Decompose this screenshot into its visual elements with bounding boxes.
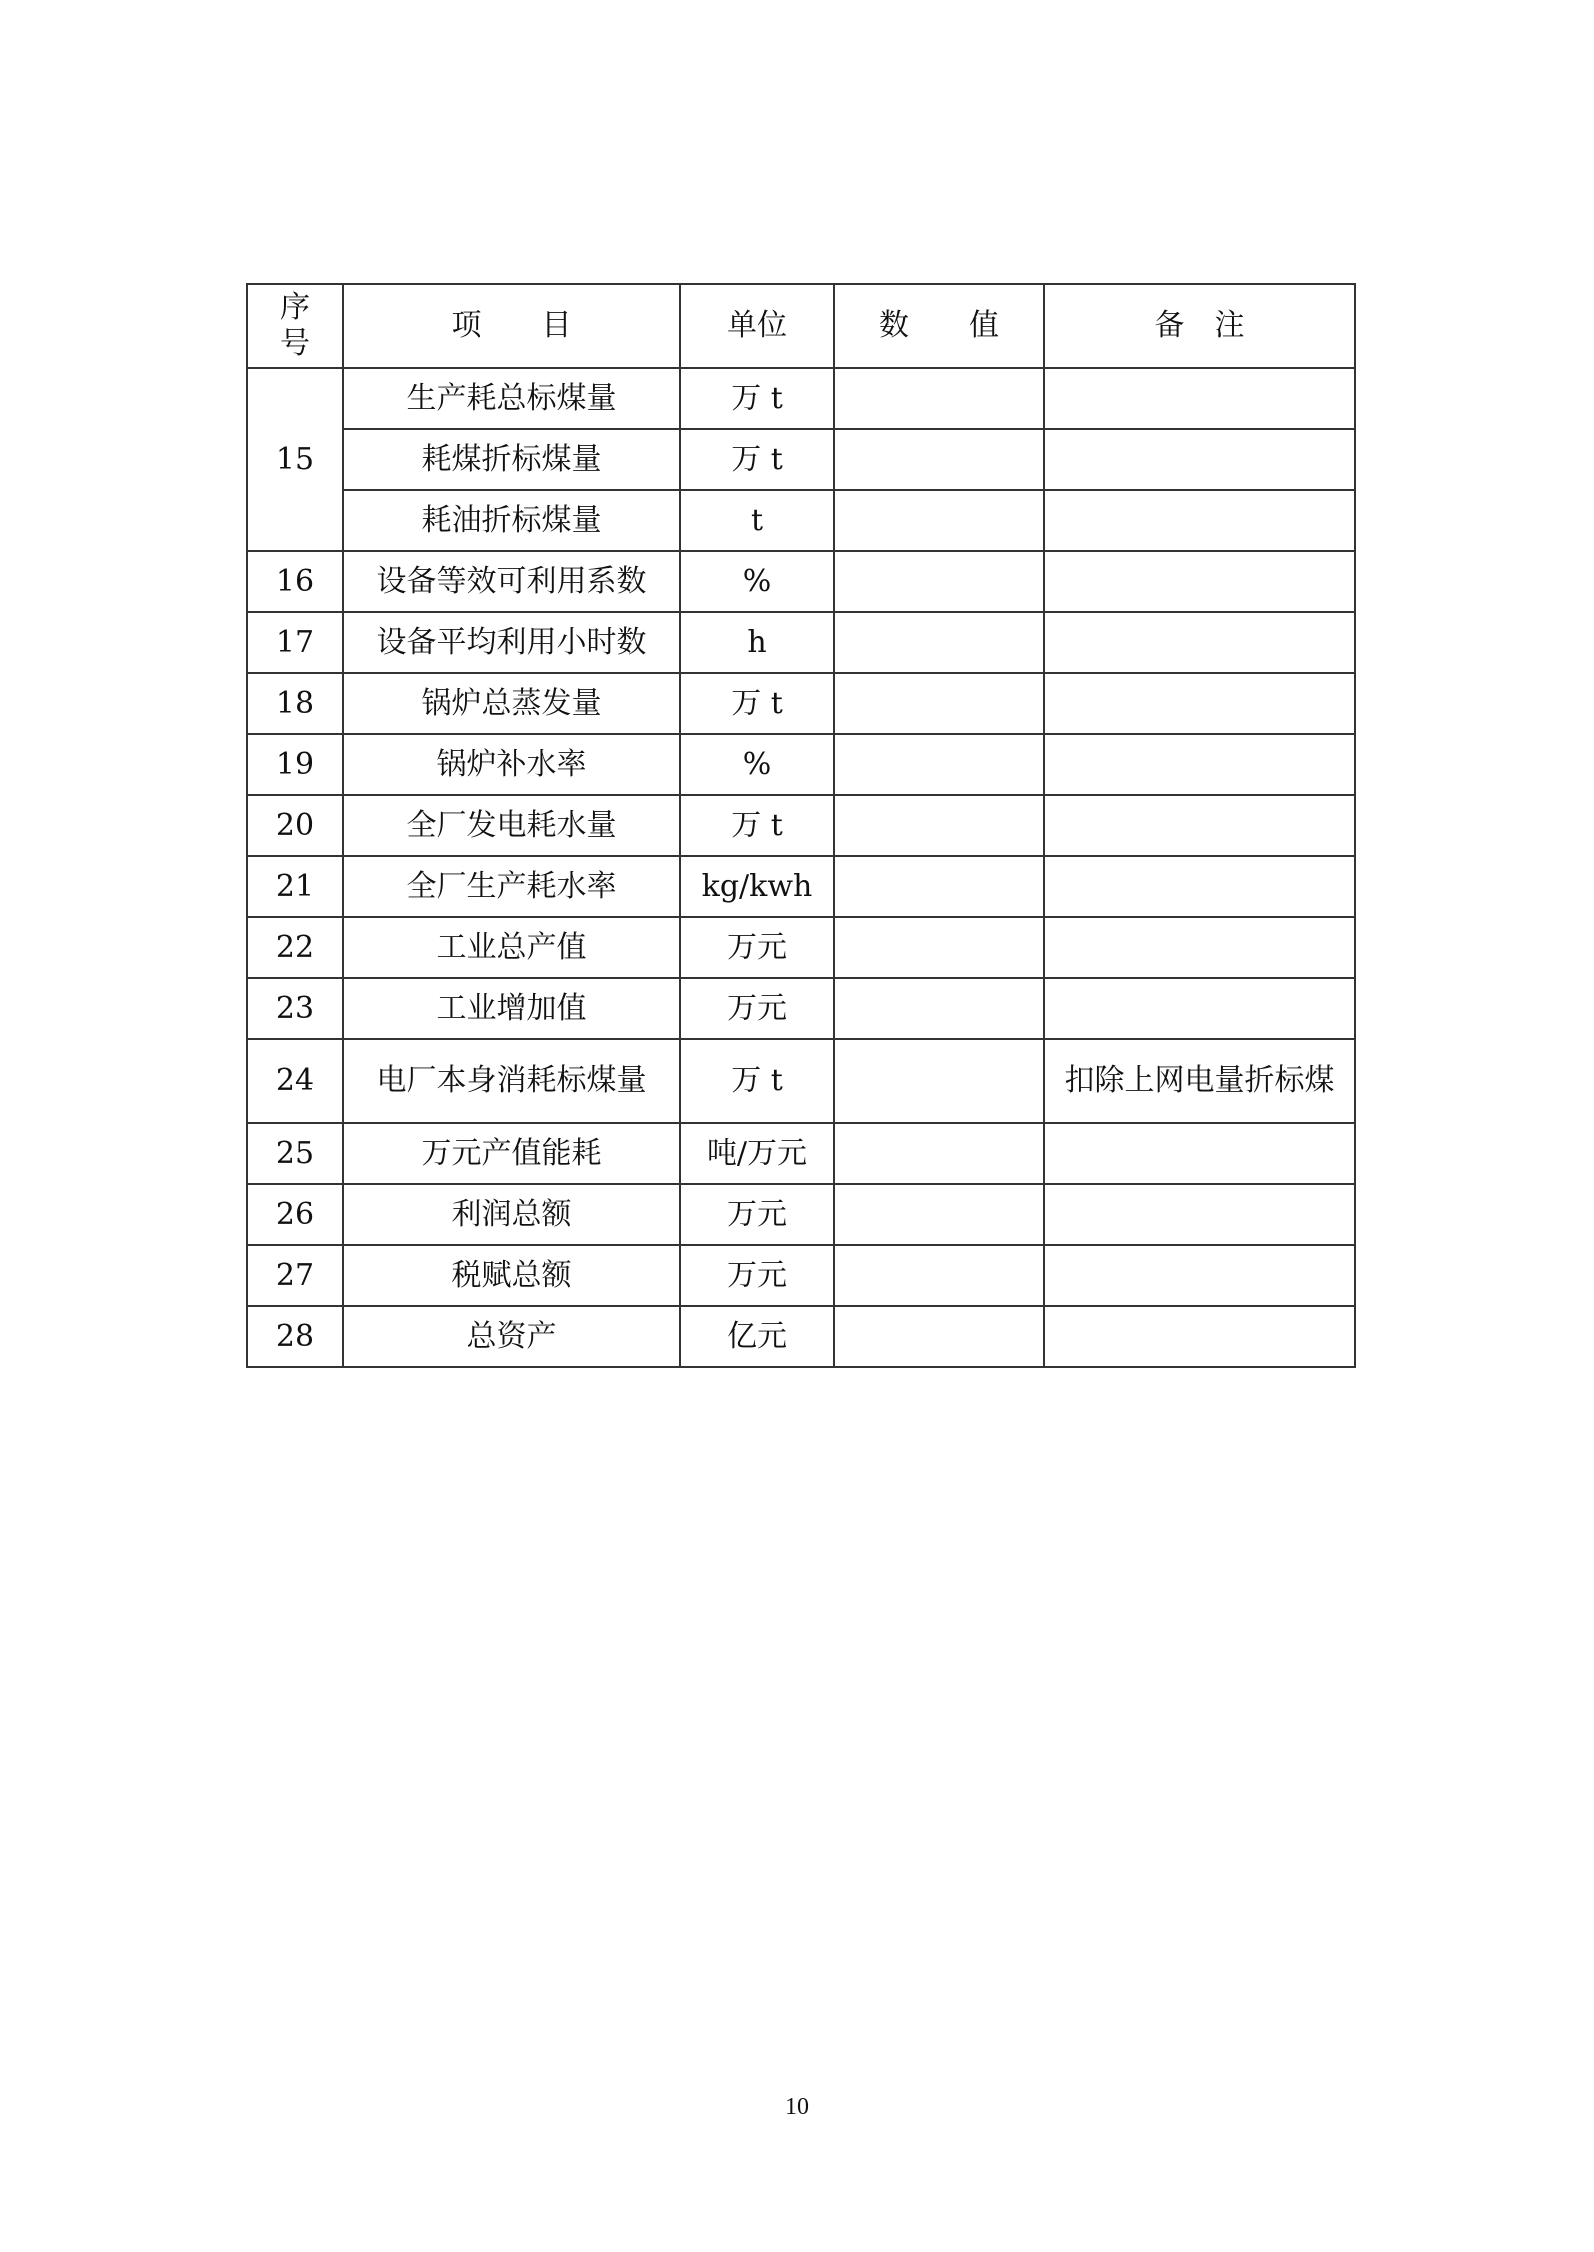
row-seq: 20 bbox=[247, 795, 343, 856]
header-value: 数 值 bbox=[834, 284, 1044, 368]
row-note bbox=[1044, 1184, 1355, 1245]
row-seq: 17 bbox=[247, 612, 343, 673]
table-row bbox=[247, 612, 1355, 673]
row-note bbox=[1044, 978, 1355, 1039]
row-seq: 19 bbox=[247, 734, 343, 795]
row-note bbox=[1044, 1245, 1355, 1306]
header-seq-line1: 序 bbox=[280, 290, 310, 325]
row-note bbox=[1044, 368, 1355, 429]
row-note bbox=[1044, 551, 1355, 612]
table-row bbox=[247, 1306, 1355, 1367]
row-seq: 25 bbox=[247, 1123, 343, 1184]
row-item: 工业总产值 bbox=[343, 917, 680, 978]
header-unit: 单位 bbox=[680, 284, 834, 368]
row-note bbox=[1044, 1123, 1355, 1184]
header-seq-line2: 号 bbox=[280, 326, 310, 361]
row-item: 设备平均利用小时数 bbox=[343, 612, 680, 673]
table-row bbox=[247, 734, 1355, 795]
row-item: 锅炉总蒸发量 bbox=[343, 673, 680, 734]
row-item: 万元产值能耗 bbox=[343, 1123, 680, 1184]
table-row bbox=[247, 1245, 1355, 1306]
row-value bbox=[834, 490, 1044, 551]
table-row bbox=[247, 795, 1355, 856]
table-header-row bbox=[247, 284, 1355, 368]
row-unit: 万 t bbox=[680, 368, 834, 429]
row-value bbox=[834, 368, 1044, 429]
table-row bbox=[247, 1184, 1355, 1245]
row-item: 税赋总额 bbox=[343, 1245, 680, 1306]
row-note bbox=[1044, 795, 1355, 856]
row-unit: % bbox=[680, 551, 834, 612]
table-row bbox=[247, 368, 1355, 429]
row-seq: 15 bbox=[247, 368, 343, 551]
row-note bbox=[1044, 490, 1355, 551]
table-row bbox=[247, 978, 1355, 1039]
row-item: 电厂本身消耗标煤量 bbox=[343, 1039, 680, 1123]
row-value bbox=[834, 978, 1044, 1039]
row-unit: h bbox=[680, 612, 834, 673]
row-value bbox=[834, 612, 1044, 673]
row-item: 总资产 bbox=[343, 1306, 680, 1367]
row-unit: 万元 bbox=[680, 1245, 834, 1306]
table-row bbox=[247, 673, 1355, 734]
row-item: 耗煤折标煤量 bbox=[343, 429, 680, 490]
table-row bbox=[247, 551, 1355, 612]
header-seq bbox=[247, 284, 343, 368]
row-seq: 26 bbox=[247, 1184, 343, 1245]
row-value bbox=[834, 1039, 1044, 1123]
row-item: 耗油折标煤量 bbox=[343, 490, 680, 551]
row-value bbox=[834, 1245, 1044, 1306]
row-unit: 万元 bbox=[680, 917, 834, 978]
row-note bbox=[1044, 429, 1355, 490]
row-seq: 16 bbox=[247, 551, 343, 612]
row-note bbox=[1044, 673, 1355, 734]
row-value bbox=[834, 551, 1044, 612]
row-unit: kg/kwh bbox=[680, 856, 834, 917]
row-value bbox=[834, 1123, 1044, 1184]
row-note bbox=[1044, 612, 1355, 673]
row-seq: 23 bbox=[247, 978, 343, 1039]
row-item: 全厂发电耗水量 bbox=[343, 795, 680, 856]
row-unit: 万元 bbox=[680, 1184, 834, 1245]
row-value bbox=[834, 856, 1044, 917]
table-row bbox=[247, 429, 1355, 490]
row-unit: 万 t bbox=[680, 795, 834, 856]
table-row bbox=[247, 490, 1355, 551]
row-unit: 万元 bbox=[680, 978, 834, 1039]
row-unit: % bbox=[680, 734, 834, 795]
row-item: 工业增加值 bbox=[343, 978, 680, 1039]
row-value bbox=[834, 795, 1044, 856]
row-seq: 27 bbox=[247, 1245, 343, 1306]
row-note bbox=[1044, 917, 1355, 978]
row-item: 利润总额 bbox=[343, 1184, 680, 1245]
row-value bbox=[834, 1184, 1044, 1245]
header-note: 备 注 bbox=[1044, 284, 1355, 368]
header-item: 项 目 bbox=[343, 284, 680, 368]
row-unit: 亿元 bbox=[680, 1306, 834, 1367]
row-seq: 21 bbox=[247, 856, 343, 917]
row-seq: 18 bbox=[247, 673, 343, 734]
row-item: 锅炉补水率 bbox=[343, 734, 680, 795]
row-value bbox=[834, 734, 1044, 795]
row-unit: 万 t bbox=[680, 673, 834, 734]
row-item: 生产耗总标煤量 bbox=[343, 368, 680, 429]
row-unit: 万 t bbox=[680, 1039, 834, 1123]
row-note bbox=[1044, 1306, 1355, 1367]
row-note bbox=[1044, 856, 1355, 917]
row-value bbox=[834, 1306, 1044, 1367]
row-seq: 24 bbox=[247, 1039, 343, 1123]
indicator-table bbox=[246, 283, 1356, 1368]
row-seq: 28 bbox=[247, 1306, 343, 1367]
row-item: 全厂生产耗水率 bbox=[343, 856, 680, 917]
row-value bbox=[834, 673, 1044, 734]
row-unit: 吨/万元 bbox=[680, 1123, 834, 1184]
table-row bbox=[247, 1123, 1355, 1184]
row-seq: 22 bbox=[247, 917, 343, 978]
table-row bbox=[247, 917, 1355, 978]
table-row bbox=[247, 1039, 1355, 1123]
row-value bbox=[834, 917, 1044, 978]
row-item: 设备等效可利用系数 bbox=[343, 551, 680, 612]
table-row bbox=[247, 856, 1355, 917]
page-number: 10 bbox=[785, 2094, 809, 2120]
row-unit: t bbox=[680, 490, 834, 551]
row-note bbox=[1044, 734, 1355, 795]
row-note: 扣除上网电量折标煤 bbox=[1044, 1039, 1355, 1123]
row-unit: 万 t bbox=[680, 429, 834, 490]
row-value bbox=[834, 429, 1044, 490]
